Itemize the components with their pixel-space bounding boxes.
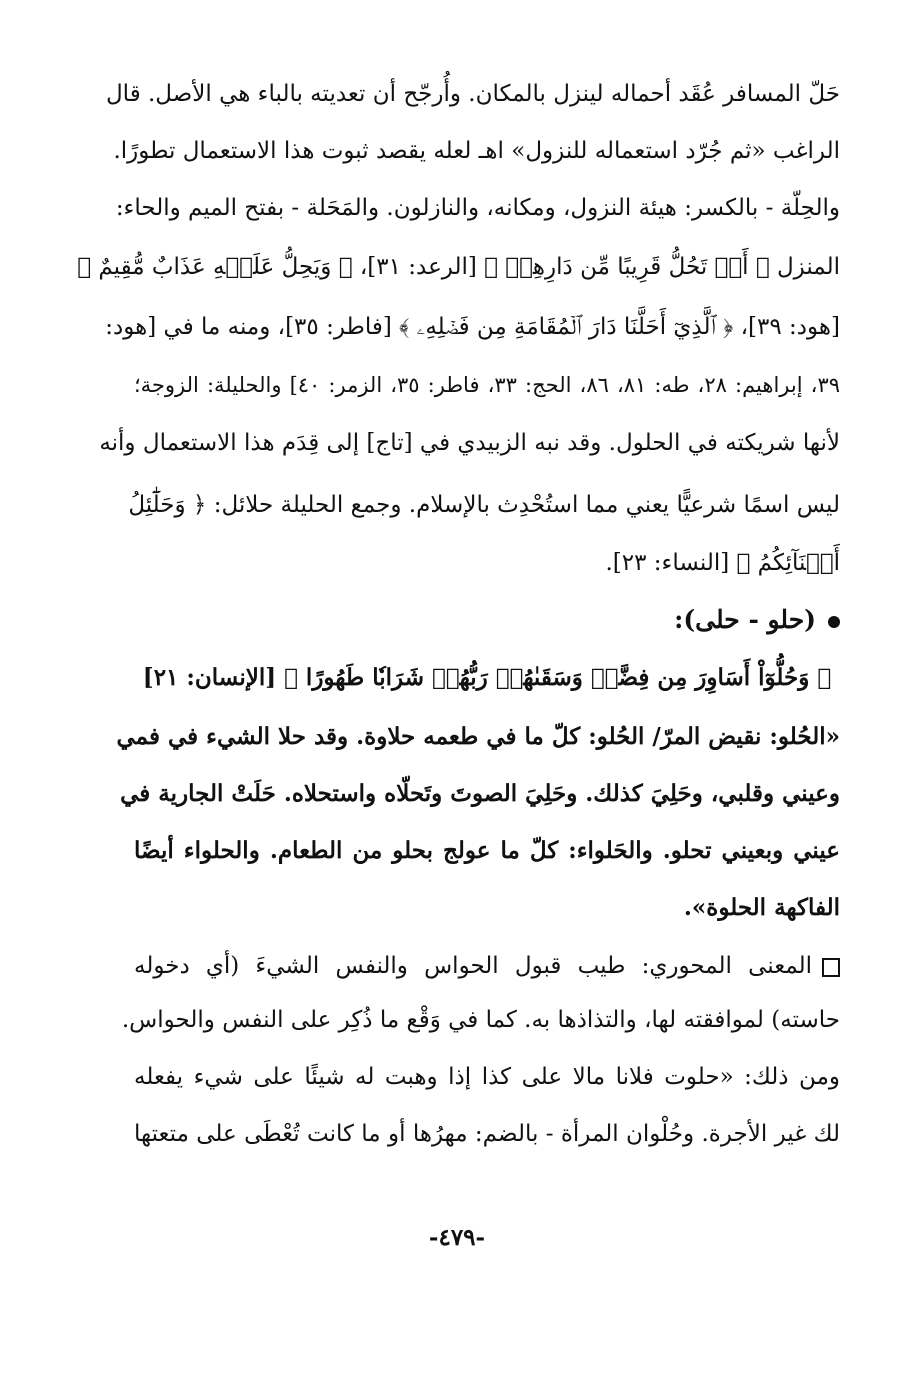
- core-meaning-label: المعنى المحوري:: [641, 953, 813, 979]
- paragraph-line: لأنها شريكته في الحلول. وقد نبه الزبيدي في [تاج] إلى قِدَم هذا الاستعمال وأنه: [99, 430, 840, 456]
- paragraph-line: المنزل ﴿ أَوۡ تَحُلُّ قَرِيبًا مِّن دَارِهِمۡ ﴾ [الرعد: ٣١]، ﴿ وَيَحِلُّ عَلَيۡهِ عَذَابٌ مُّقِيمٌ ﴾: [77, 254, 840, 280]
- quran-verse: ﴿ وَحُلُّوٓاْ أَسَاوِرَ مِن فِضَّةٖ وَسَقَىٰهُمۡ رَبُّهُمۡ شَرَابٗا طَهُورًا ﴾ [الإنسان: ٢١]: [142, 664, 832, 691]
- bullet-icon: [828, 616, 840, 628]
- paragraph-line: لك غير الأجرة. وحُلْوان المرأة - بالضم: مهرُها أو ما كانت تُعْطَى على متعتها: [134, 1121, 840, 1147]
- core-meaning-line: [134, 944, 840, 988]
- paragraph-line: ٣٩، إبراهيم: ٢٨، طه: ٨١، ٨٦، الحج: ٣٣، فاطر: ٣٥، الزمر: ٤٠] والحليلة: الزوجة؛: [134, 373, 840, 397]
- paragraph-line: الراغب «ثم جُرّد استعماله للنزول» اهـ لعله يقصد ثبوت هذا الاستعمال تطورًا.: [113, 138, 840, 164]
- paragraph-line: ومن ذلك: «حلوت فلانا مالا على كذا إذا وهبت له شيئًا على شيء يفعله: [134, 1064, 840, 1090]
- section-heading-text: (حلو - حلى):: [674, 605, 816, 634]
- paragraph-line: [هود: ٣٩]، ﴿ ٱلَّذِيٓ أَحَلَّنَا دَارَ ٱلۡمُقَامَةِ مِن فَضۡلِهِۦ ﴾ [فاطر: ٣٥]، ومنه ما في [هود:: [105, 314, 840, 340]
- page-number: -٤٧٩-: [428, 1224, 486, 1251]
- paragraph-line: ليس اسمًا شرعيًّا يعني مما استُحْدِث بالإسلام. وجمع الحليلة حلائل: ﴿ وَحَلَٰٓئِلُ: [128, 492, 840, 518]
- quote-line: وعيني وقلبي، وحَلِيَ كذلك. وحَلِيَ الصوتَ وتَحلّاه واستحلاه. حَلَتْ الجارية في: [120, 780, 840, 807]
- checkbox-square-icon: [822, 958, 840, 977]
- quote-line: الفاكهة الحلوة».: [683, 894, 840, 921]
- paragraph-line: أَبۡنَآئِكُمُ ﴾ [النساء: ٢٣].: [605, 550, 840, 576]
- quote-line: «الحُلو: نقيض المرّ/ الحُلو: كلّ ما في طعمه حلاوة. وقد حلا الشيء في فمي: [116, 723, 840, 750]
- quote-line: عيني وبعيني تحلو. والحَلواء: كلّ ما عولج بحلو من الطعام. والحلواء أيضًا: [134, 837, 840, 864]
- paragraph-line: حَلّ المسافر عُقَد أحماله لينزل بالمكان. وأُرجّح أن تعديته بالباء هي الأصل. قال: [105, 81, 840, 107]
- core-meaning-text: طيب قبول الحواس والنفس الشيءَ (أي دخوله: [134, 953, 626, 979]
- core-meaning-line: حاسته) لموافقته لها، والتذاذها به. كما في وَقْع ما ذُكِر على النفس والحواس.: [121, 1007, 840, 1033]
- paragraph-line: والحِلّة - بالكسر: هيئة النزول، ومكانه، والنازلون. والمَحَلة - بفتح الميم والحاء:: [115, 195, 840, 221]
- section-heading: [674, 598, 840, 642]
